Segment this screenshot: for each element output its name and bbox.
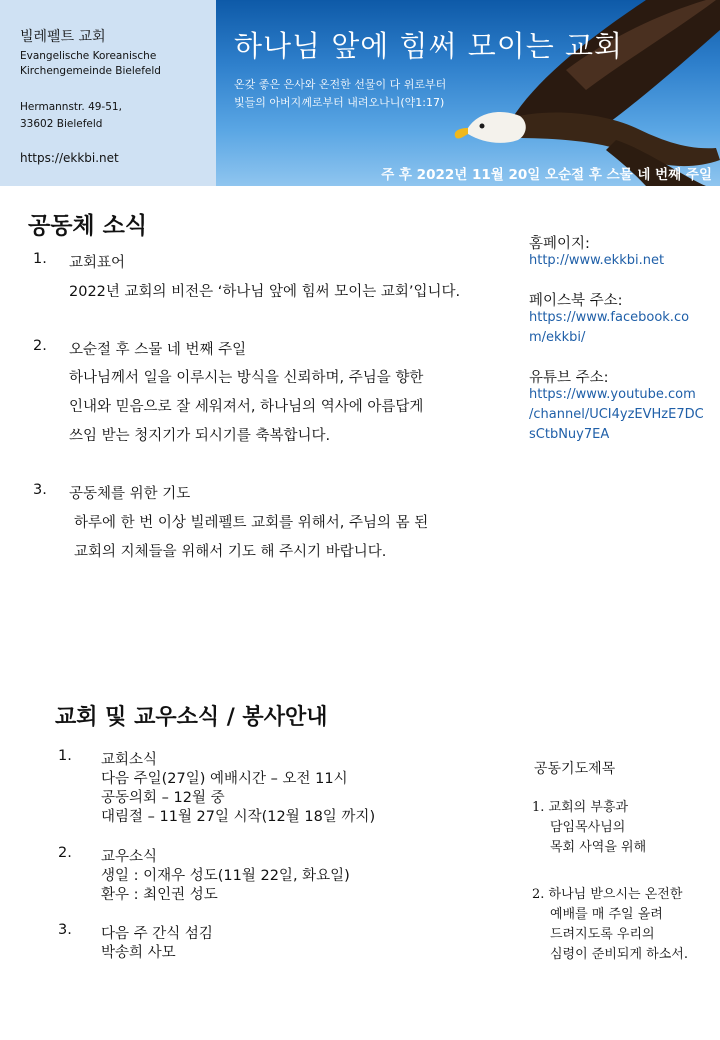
community-item-3-title: 공동체를 위한 기도 [69, 486, 191, 502]
youtube-link-line-1: https://www.youtube.com [529, 387, 696, 402]
community-heading: 공동체 소식 [28, 213, 148, 239]
banner-verse-line-2: 빛들의 아버지께로부터 내려오나니(약1:17) [234, 96, 445, 109]
news-item-2-number: 2. [58, 845, 72, 861]
prayer-item-2 [532, 885, 688, 965]
facebook-link-line-2: m/ekkbi/ [529, 330, 586, 345]
community-item-2-line-3: 쓰임 받는 청지기가 되시기를 축복합니다. [69, 428, 331, 444]
community-item-3-number: 3. [33, 482, 47, 498]
news-item-2-line-1: 교우소식 [101, 849, 158, 865]
community-item-2-line-1: 하나님께서 일을 이루시는 방식을 신뢰하며, 주님을 향한 [69, 370, 424, 386]
prayer-item-2-line-1: 2. 하나님 받으시는 온전한 [532, 887, 683, 902]
news-item-1-line-4: 대림절 – 11월 27일 시작(12월 18일 까지) [101, 809, 376, 825]
news-item-1-line-1: 교회소식 [101, 752, 158, 768]
news-item-1-line-2: 다음 주일(27일) 예배시간 – 오전 11시 [101, 771, 348, 787]
banner-verse-line-1: 온갖 좋은 은사와 온전한 선물이 다 위로부터 [234, 78, 447, 91]
homepage-label: 홈페이지: [529, 236, 590, 252]
news-item-3-line-2: 박송희 사모 [101, 945, 176, 961]
church-address [20, 99, 216, 133]
news-item-3-number: 3. [58, 922, 72, 938]
address-street: Hermannstr. 49-51, [20, 101, 122, 113]
facebook-link[interactable] [529, 308, 709, 348]
news-item-1-number: 1. [58, 748, 72, 764]
prayer-item-2-line-2: 예배를 매 주일 올려 [550, 907, 663, 922]
prayer-item-1-line-1: 1. 교회의 부흥과 [532, 800, 629, 815]
youtube-link-line-2: /channel/UCI4yzEVHzE7DC [529, 407, 704, 422]
prayer-title: 공동기도제목 [534, 761, 616, 777]
banner-date: 주 후 2022년 11월 20일 오순절 후 스물 네 번째 주일 [381, 167, 712, 183]
community-item-2-number: 2. [33, 338, 47, 354]
prayer-item-1-line-2: 담임목사님의 [550, 820, 626, 835]
banner-image [216, 0, 720, 186]
news-item-3-line-1: 다음 주 간식 섬김 [101, 926, 213, 942]
community-item-3-line-1: 하루에 한 번 이상 빌레펠트 교회를 위해서, 주님의 몸 된 [74, 515, 429, 531]
bulletin-header [0, 0, 720, 186]
church-info-panel [0, 0, 216, 186]
banner-verse [234, 76, 446, 112]
community-item-1-title: 교회표어 [69, 255, 126, 271]
youtube-link-line-3: sCtbNuy7EA [529, 427, 610, 442]
prayer-item-2-line-3: 드려지도록 우리의 [550, 927, 655, 942]
community-item-2-title: 오순절 후 스물 네 번째 주일 [69, 342, 247, 358]
community-item-1-line-1: 2022년 교회의 비전은 ‘하나님 앞에 힘써 모이는 교회’입니다. [69, 284, 461, 300]
news-heading: 교회 및 교우소식 / 봉사안내 [55, 705, 328, 730]
youtube-link[interactable] [529, 385, 709, 445]
community-item-2-line-2: 인내와 믿음으로 잘 세워져서, 하나님의 역사에 아름답게 [69, 399, 424, 415]
community-item-1-number: 1. [33, 251, 47, 267]
facebook-link-line-1: https://www.facebook.co [529, 310, 690, 325]
prayer-item-2-line-4: 심령이 준비되게 하소서. [550, 947, 688, 962]
news-item-2-line-2: 생일 : 이재우 성도(11월 22일, 화요일) [101, 868, 350, 884]
news-item-1-line-3: 공동의회 – 12월 중 [101, 790, 225, 806]
church-name: 빌레펠트 교회 [20, 29, 106, 45]
community-item-3-line-2: 교회의 지체들을 위해서 기도 해 주시기 바랍니다. [74, 544, 387, 560]
prayer-item-1 [532, 798, 646, 858]
church-german-name-1: Evangelische Koreanische [20, 50, 157, 62]
prayer-item-1-line-3: 목회 사역을 위해 [550, 840, 647, 855]
church-website[interactable]: https://ekkbi.net [20, 151, 119, 165]
banner-title: 하나님 앞에 힘써 모이는 교회 [234, 29, 624, 63]
address-city: 33602 Bielefeld [20, 118, 103, 130]
youtube-label: 유튜브 주소: [529, 370, 609, 386]
church-german-name-2: Kirchengemeinde Bielefeld [20, 65, 161, 77]
facebook-label: 페이스북 주소: [529, 293, 623, 309]
homepage-link[interactable]: http://www.ekkbi.net [529, 253, 665, 268]
news-item-2-line-3: 환우 : 최인권 성도 [101, 887, 218, 903]
